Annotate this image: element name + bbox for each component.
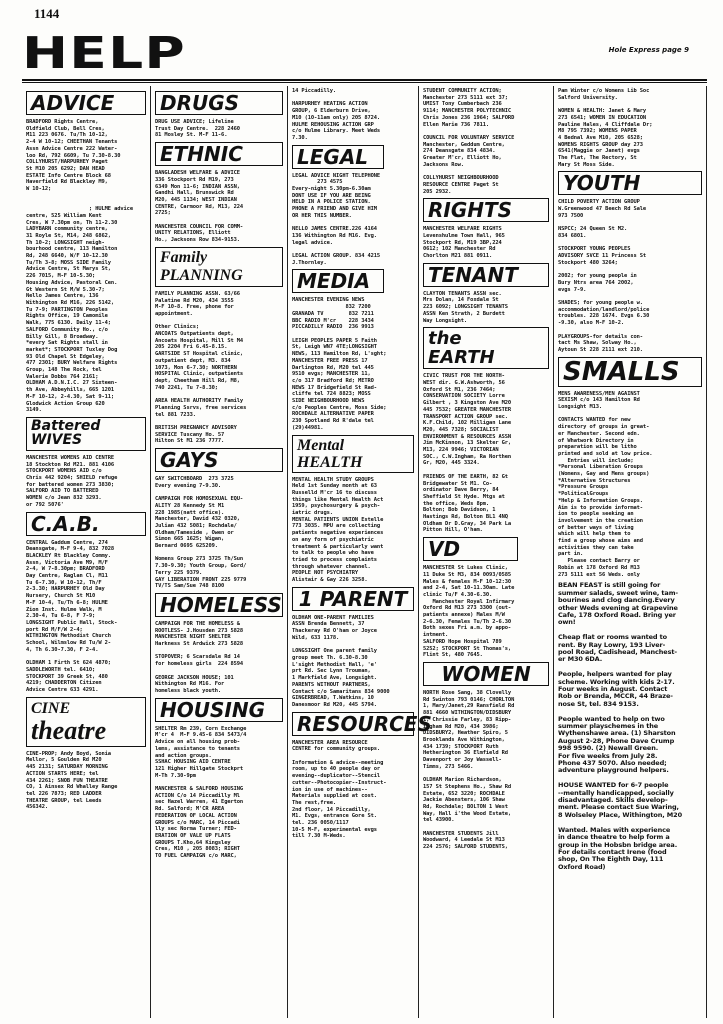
youth-text: CHILD POVERTY ACTION GROUP W.Greenwood 47 Beech Rd Sale 973 7500 NSPCC; 24 Queen St M2. 834 6801. STOCKPORT YOUNG PEOPLES ADVISORY SVCE 11 Princess St Stockport 480 3264; 2002; for young people in Bury Ntrs area 764 2002, evgs 7-9. SHADES; for young people w. accommodation/landlord/police troubles. 228 1674. Evgs 6.30 -9.30, also M-F 10-2. PLAYGROUPS-for details con- tact Ms Shaw, Solway Ho., Aytoun St 228 2111 ext 210. <box>558 199 650 353</box>
resources-heading: RESOURCES <box>292 712 414 736</box>
earth-heading-bottom: EARTH <box>428 347 495 369</box>
cine-heading-top: CINE <box>31 699 71 717</box>
women-heading: WOMEN <box>423 662 549 686</box>
homeless-heading: HOMELESS <box>155 593 283 617</box>
housing-heading: HOUSING <box>155 698 283 722</box>
smalls-heading: SMALLS <box>558 357 702 387</box>
tenant-heading: TENANT <box>423 263 549 287</box>
heating-action-text: 14 Piccadilly. HARPURHEY HEATING ACTION GROUP, 6 Elderburn Drive, M10 (10-11am only) 205 8724. HULME REHOUSING ACTION GRP c/o Hulme Library. Meet Weds 7.30. <box>292 88 381 141</box>
column-3 <box>288 86 432 1018</box>
smalls-ads: BEAN FEAST is still going for summer salads, sweet wine, tam- bourines and clog dancing.Every other Weds evening at Grapevine Cafe, 178 Oxford Road. Bring yer own! Cheap flat or rooms wanted to rent. By Ray Lowry, 193 Liver- pool Road, Cadishead, Manchest- er M30 6DA. People, helpers wanted for play scheme. Working with kids 2-17. Four weeks in August. Contact Rob or Brenda, MCCR, 44 Braze- nose St, tel. 834 9153. People wanted to help on two summer playschemes in the Wythenshawe area. (1) Sharston August 2-28, Phone Dave Crump 998 9590. (2) Newall Green. For five weeks from July 28. Phone 437 5070. Also needed; adventure playground helpers. HOUSE WANTED for 6-7 people --mentally handicapped, socially disadvantaged. Skills develop- ment. Please contact Sue Waring, 8 Wolseley Place, Withington, M20 Wanted. Males with experience in dance theatre to help form a group in the Hobsbn bridge area. For details contact Irene (food shop, On The Eighth Day, 111 Oxford Road) <box>558 581 682 871</box>
page-title: HELP <box>22 28 186 79</box>
drugs-heading: DRUGS <box>155 91 283 115</box>
ethnic-heading: ETHNIC <box>155 142 283 166</box>
one-parent-heading: 1 PARENT <box>292 587 414 611</box>
mental-heading-top: Mental <box>297 436 345 454</box>
one-parent-text: OLDHAM ONE-PARENT FAMILIES ASSN Brenda Bennett, 37 Thackeray Rd O'ham or Joyce Wild, 633 1178. LONGSIGHT One parent family group meet Th. 6.30-8.30 L'sight Methodist Hall, 'e' prt Rd. Sec Lynn Trouman, 1 Markfield Ave, Longsight. PARENTS WITHOUT PARTNERS, Contact c/o Samaritans 834 9000 GINGERBREAD, T.Watkins, 10 Danesmoor Rd M20, 445 5794. <box>292 614 390 708</box>
column-5 <box>554 86 707 1018</box>
housing-text: SHELTER Rm 239, Corn Exchange M'cr 4 M-F 9.45-6 834 5473/4 Advice on all housing prob- lems, assistance to tenants and action groups. SSHAC HOUSING AID CENTRE 121 Higher Hillgate Stockprt M-Th 7.30-9pm MANCHESTER & SALFORD HOUSING ACTION C/o 14 Piccadilly Ml sec Hazel Warren, 41 Egerton Rd. Salford; M'CR AREA FEDERATION OF LOCAL ACTION GROUPS c/o MARC, 14 Piccadi lly sec Norma Turner; FED- ERATION OF VALE UP FLATS GROUPS T.Kho,64 Kingsley Cres, M10 , 205 8083; RIGHT TO FUEL CAMPAIGN c/o MARC, <box>155 725 247 860</box>
drugs-text: DRUG USE ADVICE; Lifeline Trust Day Centre. 228 2460 81 Mosley St. M-F 11-6. <box>155 119 240 139</box>
student-community-text: STUDENT COMMUNITY ACTION; Manchester 273 5111 ext 37; UMIST Tony Cumberbach 236 9114; MANCHESTER POLYTECHNIC Chris Jones 236 1964; SALFORD Ellen Marie 736 7811. COUNCIL FOR VOLUNTARY SERVICE Manchester, Geddum Centre, 274 Deansgate 834 4834. Greater M'cr, Elliott Ho, Jacksons Row. COLLYHURST NEIGHBOURHOOD RESOURCE CENTRE Paget St 205 2932. <box>423 88 515 195</box>
title-rule-thin <box>22 82 707 83</box>
women-text: NORTH Rose Sang, 38 Clovelly Rd Swinton 793 0146; CHORLTON 1, Mary/Janet,29 Ransfield Rd 881 4660 WITHINGTON/DIDSBURY 1, Chrissie Farley, 83 Ripp- ingham Rd M20, 434 3986; DIDSBURY2, Heather Spiro, 5 Brooklands Ave Withington, 434 1739; STOCKPORT Ruth Hetherington 36 Elmfield Rd Davenport or Joy Wassell- Timms, 273 5466. OLDHAM Marion Richardson, 157 St Stephens Ho., Shaw Rd Estate, 652 3220; ROCHDALE Jackie Abensters, 106 Shaw Rd, Rochdale; BOLTON 1 West Way, Hall i'the Wood Estate, tel 43900. MANCHESTER STUDENTS Jill Woodward, 4 Leedale St M13 224 2576; SALFORD STUDENTS, <box>423 690 515 851</box>
cine-theatre-heading <box>26 697 146 747</box>
battered-wives-text: MANCHESTER WOMENS AID CENTRE 18 Stockton Rd M21. 881 4106 STOCKPORT WOMENS AID c/o Chris 442 9204; SHIELD refuge for battered women 273 3830; SALFORD AID TO BATTERED WOMEN c/o Jean 832 3293. or 792 5076' <box>26 454 118 508</box>
column-4 <box>419 86 554 1018</box>
advice-heading: ADVICE <box>26 91 146 115</box>
vd-text: MANCHESTER St Lukes Clinic, 11 Duke St M3, 834 0093/0585 Males & females M-F 10-12:30 and 2-4, Sat 10-11.30am. Late clinic Tu/F 4.30-6.30. Manchester Royal Infirmary Oxford Rd M13 273 3300 (out- patients annexe) Males M/W 2-6.30, Females Tu/Th 2-6.30 Both sexes Fri a.m. by appo- intment. SALFORD Hope Hospital 789 5252; STOCKPORT St Thomas's, Flint St, 480 7645. <box>423 565 515 659</box>
cine-theatre-text: CINE-PROP; Andy Boyd, Sonia Mellor, 5 Goulden Rd M20 445 2131; SATURDAY MORNING ACTION STARTS HERE; tel 434 2261; SNOB FUN THEATRE CO, 1 Ainsex Rd Whalley Range tel 226 7873; RED LADDER THEATRE GROUP, tel Leeds 456342. <box>26 750 118 811</box>
column-2 <box>151 86 288 1018</box>
page-number: 1144 <box>34 6 60 21</box>
family-planning-heading <box>155 247 283 287</box>
smalls-text: MENS AWARENESS/MEN AGAINST SEXISM c/o 143 Hamilton Rd Longsight M13. CONTACTS WANTED for new directory of groups in great- er Manchester. Second edn. of Whatwork Directory in preparation will be litho printed and sold at low price. Entries will include; *Personal Liberation Groups (Womens, Gay and Mens groups) *Alternative Structures *Pressure Groups *PoliticalGroups *Help & Information Groups. Aim is to provide informat- ion to people seeking an involvement in the creation of better ways of living which will help them to find a group whose aims and activities they can take part in. Please contact Barry or Robin at 178 Oxford Rd M13 273 5111 ext 56 Weds. only <box>558 390 653 578</box>
homeless-text: CAMPAIGN FOR THE HOMELESS & ROOTLESS- J.Housden 273 5828 MANCHESTER NIGHT SHELTER Harkness St Ardwick 273 5828 STOPOVER; 6 Scarsdale Rd 14 for homeless girls 224 8594 GEORGE JACKSON HOUSE; 101 Withington Rd M16. For homeless black youth. <box>155 620 244 694</box>
page-credit: Hole Express page 9 <box>608 46 689 54</box>
health-heading-bottom: HEALTH <box>297 453 363 471</box>
cab-text: CENTRAL Gaddum Centre, 274 Deansgate, M-F 9-4, 832 7028 BLACKLEY Rt Blackley Commy. Assn, Victoria Ave M9, M/F 2-4, W 7-8.30pm; BRADFORD Day Centre, Raglan Cl, M11 Tu 6-7.30, W 10-12, Th/F 2-3.30; HARPURHEY Old Day Nursery, Church St M10 M-F 10-4, Tu/Th 6-8; HULME Zion Inst. Hulme Walk, M 2.30-4, Tu 6-8, F 7-9; LONGSIGHT Public Hall, Stock- port Rd M/F/W 2-4; WITHINGTON Methodist Church School, Wilmslow Rd Tu/W 2- 4, Th 6.30-7.30, F 2-4. OLDHAM 1 Firth St 624 4870; SADDLEWORTH tel. 6410; STOCKPORT 39 Greek St, 480 4219; CHADDERTON Citizen Advice Centre 633 4291. <box>26 539 118 694</box>
planning-heading-bottom: PLANNING <box>160 266 243 284</box>
resources-text: MANCHESTER AREA RESOURCE CENTRE for community groups. Information & advice--meeting room, up to 40 people day or evening--duplicator--Stencil cutter--Photocopier--Instruct- ion in use of machines-- Materials supplied at cost. The rest,free. 2nd floor, 14 Piccadilly, M1. Evgs, entrance Gore St. tel. 236 0050/1117 10-5 M-F, experimental evgs till 7.30 M-Weds. <box>292 739 387 840</box>
mental-health-text: MENTAL HEALTH STUDY GROUPS Held 1st Sunday month at 63 Russelld M'cr 16 to discuss things like Mental Health Act 1959, psychosurgery & psych- iatric drugs. MENTAL PATIENTS UNION Estelle 773 3035. MPU are collecting patients negative experiences on any form of psychiatric treatment & particularly want to talk to people who have tried to process complaints through whatever channel. PEOPLE NOT PSYCHIATRY Alistair & Gay 226 3258. <box>292 476 384 584</box>
womens-lib-text: Pam Winter c/o Womens Lib Soc Salford University. WOMEN & HEALTH: Janet & Mary 273 6541; WOMEN IN EDUCATION Pauline Hales, 4 Cliffdale Dr; M8 795 7392; WOMENS PAPER 4 Bednal Ave M10, 205 6528; WOMENS RIGHTS GROUP day 273 6541(Maggie or Janet) evgs The Flat, The Rectory, St Mary St Moss Side. <box>558 88 653 168</box>
legal-heading: LEGAL <box>292 145 384 169</box>
column-1 <box>22 86 151 1018</box>
media-heading: MEDIA <box>292 269 384 293</box>
gays-text: GAY SWITCHBOARD 273 3725 Every evening 7-9.30. CAMPAIGN FOR HOMOSEXUAL EQU- ALITY 28 Kennedy St M1 228 1985(natt office). Manchester, David 432 0320, Julian 432 5081; Rochdale/ Oldham/Tameside , Owen or Simon 665 1625; Wigan, Bernard 0695 625209. Womens Group 273 3725 Th/Sun 7.30-9.30; Youth Group, Gord/ Terry 225 9379. GAY LIBERATION FRONT 225 9779 TV/TS Sam/Sue 748 8100 <box>155 476 247 590</box>
battered-wives-heading: Battered WIVES <box>26 417 146 451</box>
ethnic-text: BANGLADESH WELFARE & ADVICE 336 Stockport Rd M19, 273 6349 Mon 11-6; INDIAN ASSN, Gandhi Hall, Brunswick Rd M20, 445 1134; WEST INDIAN CENTRE, Carmoor Rd, M13, 224 2725; MANCHESTER COUNCIL FOR COMM- UNITY RELATIONS, Elliott Ho., Jacksons Row 834-9153. <box>155 170 244 244</box>
rights-text: MANCHESTER WELFARE RIGHTS Levenshulme Town Hall, 965 Stockport Rd, M19 3BP,224 0612; 102 Manchester Rd Chorlton M21 881 0911. <box>423 226 505 260</box>
tenant-text: CLAYTON TENANTS ASSN sec. Mrs Dolan, 14 Foxdale St 223 6092; LONGSIGHT TENANTS ASSN Ken Strath, 2 Burdett Way Longsight. <box>423 290 508 324</box>
the-earth-heading <box>423 327 549 369</box>
rights-heading: RIGHTS <box>423 198 549 222</box>
media-text: MANCHESTER EVENING NEWS 832 7200 GRANADA TV 832 7211 BBC RADIO M'cr 228 3434 PICCADILLY RADIO 236 9913 LEIGH PEOPLES PAPER 5 Faith St, Leigh WN7 4TE;LONGSIGHT NEWS, 113 Hamilton Rd, L'sght; MANCHESTER FREE PRESS 17 Darlington Rd, M20 tel 445 9510 evgs; MANCHESTER 11, c/o 317 Bradford Rd; METRO NEWS 17 Bridgefield St Rad- cliffe tel 724 8823; MOSS SIDE NEIGHBOURHOOD NEWS c/o Peoples Centre, Moss Side; ROCHDALE ALTERNATIVE PAPER 230 Spotland Rd R'dale tel (29)44981. <box>292 297 387 431</box>
advice-text: BRADFORD Rights Centre, Oldfield Club, Bell Cres, M11 223 0676. Tu/Th 10-12, 2-4 W 10-12; CHEETHAN Tenants Assn Advice Centre 222 Water- loo Rd, 792 6609, Tu 7.30-8.30 COLLYHURST/HARPURHEY Paget St M10 205 6292; DAN HEAD ESTATE Info Centre Block 68 Haverfield Rd Blackley M9, W 10-12; ; HULME advice centre, 525 William Kent Cres, W 7.30pm on, Th 11-2.30 LADYBARN community centre, 31 Royle St, M14, 248 6862, Th 10-2; LONGSIGHT neigh- bourhood centre, 113 Hamilton Rd, 248 6640, W/F 10-12.30 Tu/Th 3-8; MOSS SIDE Family Advice Centre, St Marys St, 226 7015, M-F 10-5.30; Housing Advice, Pastoral Cen. Gt Western St M/W 5.30-7; Nello James Centre, 136 Withington Rd M16, 226 5142, Tu 7-9; PARTINGTON Peoples Rights Office, 19 Camomile Walk, 775 6130. Daily 11-4; SALFORD Community Ho., c/o Billy Gill, 8 Broadway. *every Sat Rights stall in market*; STOCKPORT Tuxley Dog 93 Old Chapel St Edgeley, 477 2301; BURY Welfare Rights Group, 148 The Rock, tel Valerie Dobbs 764 2161; OLDHAM A.D.N.I.C. 27 Sixteen- th Ave, Abbeyhills, 665 1201 M-F 10-12, 2-4.30, Sat 9-11; Glodwick Action Group 620 3149. <box>26 119 133 414</box>
mental-health-heading <box>292 435 414 473</box>
youth-heading: YOUTH <box>558 171 702 195</box>
the-heading-top: the <box>428 328 462 350</box>
family-planning-text: FAMILY PLANNING ASSN. 63/66 Palatine Rd M20, 434 3555 M-F 10-8. Free, phone for appointment. Other Clinics; ANCOATS Outpatients dept, Ancoats Hospital, Mill St M4 205 2204 Fri 6.45-8.15. GARTSIDE ST Hospital clinic, outpatient dept, M3. 834 1073, Mon 6-7.30; NORTHERN HOSPITAL Clinic, outpatients dept, Cheetham Hill Rd, M8, 740 2241, Tu 7-8.30; AREA HEALTH AUTHORITY Family Planning Ssrvs, free services tel 881 7233. BRITISH PREGNANCY ADVISORY SERVICE Tuscany Ho. 57 Hilton St M1 236 7777. <box>155 290 247 445</box>
family-heading-top: Family <box>160 248 208 266</box>
gays-heading: GAYS <box>155 448 283 472</box>
title-rule <box>22 79 707 81</box>
legal-text: LEGAL ADVICE NIGHT TELEPHONE 273 4575 Every-night 5.30pm-6.30am DONT USE IF YOU ARE BEING HELD IN A POLICE STATION. PHONE A FRIEND AND GIVE HIM OR HER THIS NUMBER. NELLO JAMES CENTRE.226 4164 136 Withington Rd M16. Evg. legal advice. LEGAL ACTION GROUP. 834 4215 J.Thornley. <box>292 172 381 266</box>
theatre-heading-bottom: theatre <box>31 715 107 745</box>
vd-heading: VD <box>423 537 518 561</box>
cab-heading: C.A.B. <box>26 512 146 536</box>
the-earth-text: CIVIC TRUST FOR THE NORTH- WEST dir. G.W.Ashworth, 56 Oxford St M1, 236 7464; CONSERVATION SOCIETY Lorre Gilbert , 3 Kingston Ave M20 445 7532; GREATER MANCHESTER TRANSPORT ACTION GROUP sec. K.F.Child, 102 Milligan Lane M20, 445 7328; SOCIALIST ENVIRONMENT & RESOURCES ASSN Jim McKinnon, 13 Skelter Gr, M13, 224 9946; VICTORIAN SOC., C.W.Ingham, Ra Northen Gr, M20, 445 3324. FRIENDS OF THE EARTH, 82 Gt Bridgewater St M1. Co- ordinator Dave Berry, 84 Sheffield St Hyde. Mtgs at the office, Weds 8pm. Bolton; Bob Davidson, 1 Hastings Rd, Bolton BL1 4NQ Oldham Dr D.Gray, 34 Park La Pitton Hill, O'ham. <box>423 373 512 534</box>
